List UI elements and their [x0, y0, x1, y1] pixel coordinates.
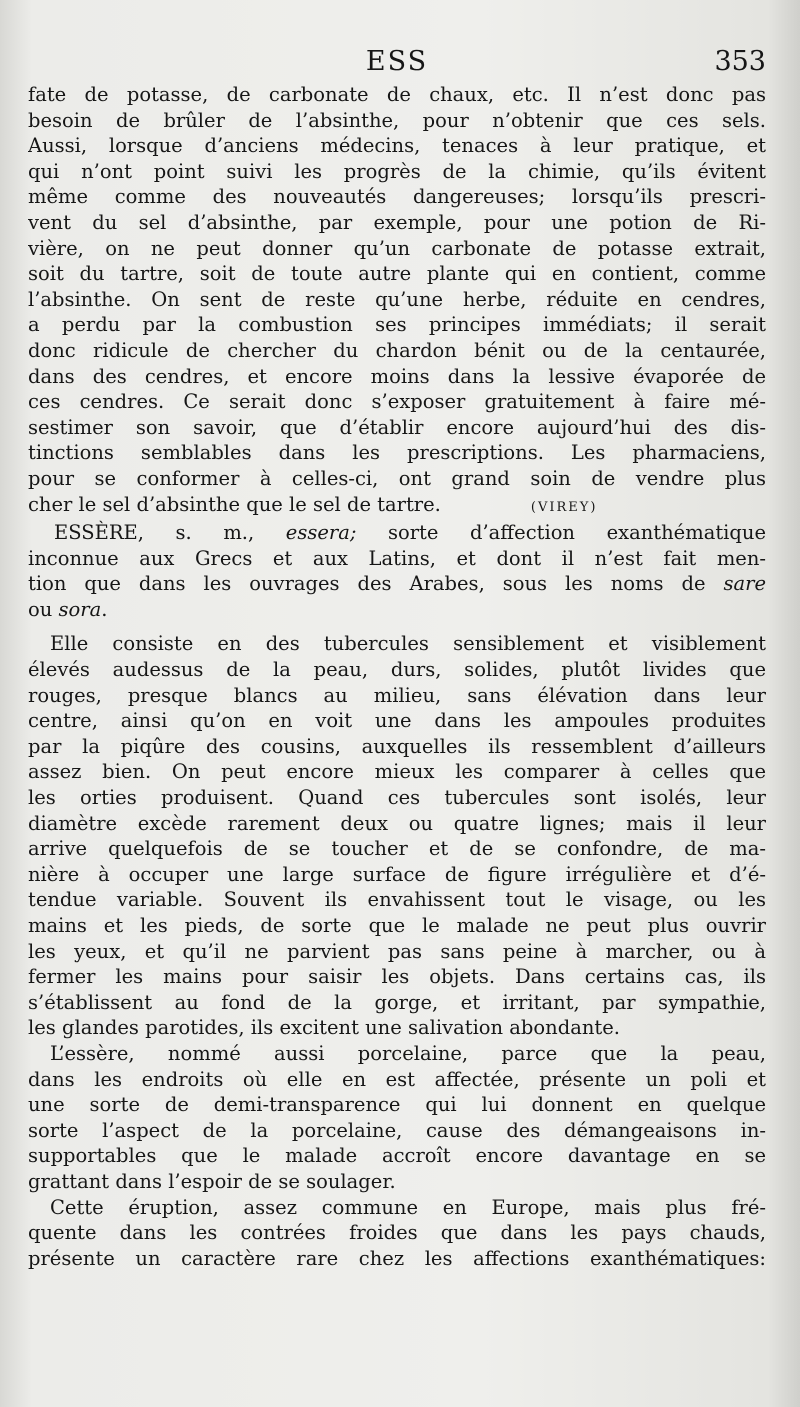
text-line: ces cendres. Ce serait donc s’exposer gratuitement à faire mé- — [28, 390, 766, 414]
text-line: rouges, presque blancs au milieu, sans élévation dans leur — [28, 683, 766, 707]
body-text — [28, 82, 766, 1271]
text-line: les yeux, et qu’il ne parvient pas sans peine à marcher, ou à — [28, 939, 766, 963]
text-line: pour se conformer à celles-ci, ont grand soin de vendre plus — [28, 466, 766, 490]
text-line: besoin de brûler de l’absinthe, pour n’obtenir que ces sels. — [28, 108, 766, 132]
text-line: qui n’ont point suivi les progrès de la chimie, qu’ils évitent — [28, 159, 766, 183]
text-line: fermer les mains pour saisir les objets. Dans certains cas, ils — [28, 965, 766, 989]
text-line-prefix: ou — [28, 597, 59, 621]
text-line: tendue variable. Souvent ils envahissent tout le visage, ou les — [28, 888, 766, 912]
text-line: quente dans les contrées froides que dans les pays chauds, — [28, 1221, 766, 1245]
paragraph-description — [28, 631, 766, 1041]
text-line: assez bien. On peut encore mieux les comparer à celles que — [28, 760, 766, 784]
text-line: a perdu par la combustion ses principes immédiats; il serait — [28, 313, 766, 337]
paragraph-absinthe-continuation — [28, 82, 766, 520]
text-line: grattant dans l’espoir de se soulager. — [28, 1169, 396, 1193]
text-line: sorte l’aspect de la porcelaine, cause des démangeaisons in- — [28, 1118, 766, 1142]
text-line: nière à occuper une large surface de figure irrégulière et d’é- — [28, 862, 766, 886]
text-line: tinctions semblables dans les prescriptions. Les pharmaciens, — [28, 441, 766, 465]
text-line: arrive quelquefois de se toucher et de se confondre, de ma- — [28, 837, 766, 861]
text-line: les glandes parotides, ils excitent une salivation abondante. — [28, 1016, 620, 1040]
text-line: centre, ainsi qu’on en voit une dans les ampoules produites — [28, 709, 766, 733]
text-line-with-term — [28, 571, 766, 597]
text-line: une sorte de demi-transparence qui lui donnent en quelque — [28, 1093, 766, 1117]
text-line: vent du sel d’absinthe, par exemple, pour une potion de Ri- — [28, 210, 766, 234]
text-line: sestimer son savoir, que d’établir encore aujourd’hui des dis- — [28, 415, 766, 439]
entry-latin-term: essera; — [285, 521, 357, 545]
text-line: dans les endroits où elle en est affectée, présente un poli et — [28, 1067, 766, 1091]
text-line-with-term — [28, 597, 766, 623]
text-line: donc ridicule de chercher du chardon bénit ou de la centaurée, — [28, 338, 766, 362]
text-line: Elle consiste en des tubercules sensiblement et visiblement — [50, 632, 766, 656]
running-head — [28, 46, 766, 82]
text-line: même comme des nouveautés dangereuses; lorsqu’ils prescri- — [28, 185, 766, 209]
author-signature: (VIREY) — [530, 499, 598, 515]
page-number: 353 — [714, 46, 766, 77]
text-line: Cette éruption, assez commune en Europe, mais plus fré- — [50, 1195, 766, 1219]
entry-essere — [28, 520, 766, 622]
term-sora: sora — [58, 597, 102, 621]
text-line: inconnue aux Grecs et aux Latins, et dont il n’est fait men- — [28, 546, 766, 570]
text-line-content: cher le sel d’absinthe que le sel de tartre. — [28, 492, 441, 516]
text-line-content: sorte d’affection exanthématique — [356, 521, 766, 545]
paragraph-porcelaine — [28, 1041, 766, 1195]
text-line: élevés audessus de la peau, durs, solides, plutôt livides que — [28, 658, 766, 682]
text-line: dans des cendres, et encore moins dans la lessive évaporée de — [28, 364, 766, 388]
text-line: fate de potasse, de carbonate de chaux, etc. Il n’est donc pas — [28, 83, 766, 106]
text-line: L’essère, nommé aussi porcelaine, parce que la peau, — [50, 1041, 766, 1065]
text-line: mains et les pieds, de sorte que le malade ne peut plus ouvrir — [28, 914, 766, 937]
text-line: s’établissent au fond de la gorge, et irritant, par sympathie, — [28, 990, 766, 1014]
text-line: supportables que le malade accroît encore davantage en se — [28, 1144, 766, 1168]
text-line: diamètre excède rarement deux ou quatre lignes; mais il leur — [28, 811, 766, 835]
running-head-word: ESS — [365, 46, 429, 77]
text-line: présente un caractère rare chez les affections exanthématiques: — [28, 1246, 766, 1270]
text-line: vière, on ne peut donner qu’un carbonate de potasse extrait, — [28, 236, 766, 260]
paragraph-eruption — [28, 1195, 766, 1272]
text-line: Aussi, lorsque d’anciens médecins, tenaces à leur pratique, et — [28, 134, 766, 158]
text-line: par la piqûre des cousins, auxquelles ils ressemblent d’ailleurs — [28, 734, 766, 758]
entry-headword: ESSÈRE — [54, 521, 138, 545]
entry-first-line — [28, 520, 766, 546]
entry-grammar: , s. m., — [137, 521, 286, 545]
paragraph-gap — [28, 622, 766, 631]
term-sare: sare — [723, 572, 766, 596]
text-line: l’absinthe. On sent de reste qu’une herbe, réduite en cendres, — [28, 287, 766, 311]
text-line-suffix: . — [101, 597, 108, 621]
text-line-with-signature — [28, 492, 766, 521]
text-line: les orties produisent. Quand ces tubercules sont isolés, leur — [28, 786, 766, 810]
text-line: soit du tartre, soit de toute autre plante qui en contient, comme — [28, 262, 766, 286]
text-line-content: tion que dans les ouvrages des Arabes, sous les noms de — [28, 572, 724, 596]
